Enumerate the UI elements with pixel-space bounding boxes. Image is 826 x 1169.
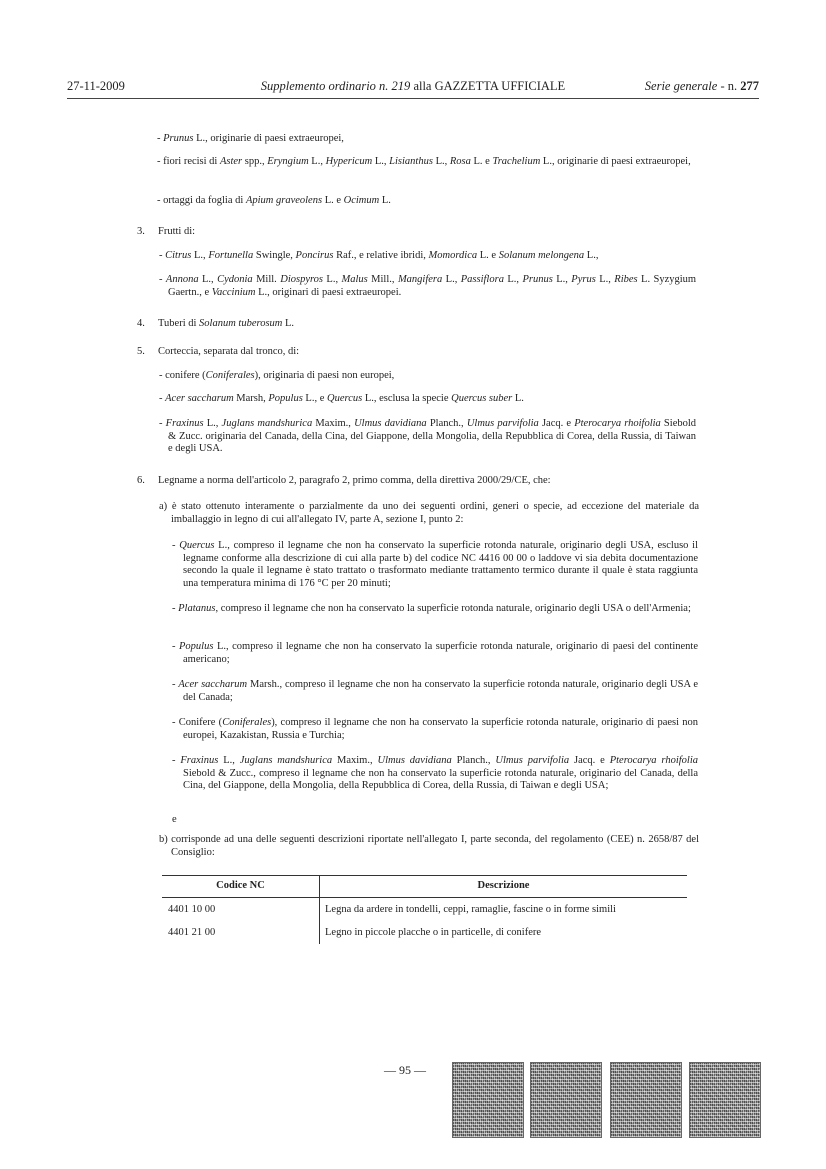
conjunction-e: e xyxy=(172,814,177,825)
header-date: 27-11-2009 xyxy=(67,79,125,93)
nc-code-table xyxy=(162,875,687,944)
page-header xyxy=(67,79,759,97)
column-header-code: Codice NC xyxy=(162,876,320,898)
list-item-populus: - Populus L., compreso il legname che non ha conservato la superficie rotonda naturale, originario di paesi del continente americano; xyxy=(172,641,698,665)
list-item-citrus: - Citrus L., Fortunella Swingle, Poncirus Raf., e relative ibridi, Momordica L. e Solanum melongena L., xyxy=(159,250,599,261)
page-number: — 95 — xyxy=(384,1063,426,1077)
subsection-a: a) è stato ottenuto interamente o parzialmente da uno dei seguenti ordini, generi o specie, ad eccezione del materiale da imballaggio in legno di cui all'allegato IV, parte A, sezione I, punto 2: xyxy=(159,501,699,525)
header-divider xyxy=(67,98,759,99)
cell-code: 4401 21 00 xyxy=(168,927,216,938)
column-header-description: Descrizione xyxy=(320,876,688,898)
list-item-fraxinus-bark: - Fraxinus L., Juglans mandshurica Maxim., Ulmus davidiana Planch., Ulmus parvifolia Jacq. e Pterocarya rhoifolia Siebold & Zucc. originaria del Canada, della Cina, del Giappone, della Mongolia, della Repubblica di Corea, della Russia, di Taiwan e degli USA. xyxy=(159,418,697,455)
subsection-b: b) corrisponde ad una delle seguenti descrizioni riportate nell'allegato I, parte seconda, del regolamento (CEE) n. 2658/87 del Consiglio: xyxy=(159,834,699,858)
table-row xyxy=(162,921,687,944)
list-item-fiori: - fiori recisi di Aster spp., Eryngium L., Hypericum L., Lisianthus L., Rosa L. e Trachelium L., originarie di paesi extraeuropei, xyxy=(157,156,691,167)
datamatrix-code-2 xyxy=(530,1062,602,1138)
list-item-fraxinus-wood: - Fraxinus L., Juglans mandshurica Maxim., Ulmus davidiana Planch., Ulmus parvifolia Jacq. e Pterocarya rhoifolia Siebold & Zucc., compreso il legname che non ha conservato la superficie rotonda naturale, originario del Canada, della Cina, del Giappone, della Mongolia, della Repubblica di Corea, della Russia, di Taiwan e degli USA; xyxy=(172,755,698,792)
datamatrix-code-4 xyxy=(689,1062,761,1138)
cell-code: 4401 10 00 xyxy=(168,904,216,915)
cell-description: Legno in piccole placche o in particelle, di conifere xyxy=(320,921,688,944)
list-item-quercus: - Quercus L., compreso il legname che non ha conservato la superficie rotonda naturale, originario degli USA, escluso il legname conforme alla descrizione di cui alla parte b) del codice NC 4416 00 00 o laddove vi sia debita documentazione secondo la quale il legname è stato trattato o trasformato mediante trattamento termico durante il quale è stata raggiunta una temperatura minima di 176 °C per 20 minuti; xyxy=(172,540,698,589)
list-item-acer-wood: - Acer saccharum Marsh., compreso il legname che non ha conservato la superficie rotonda naturale, originario degli USA e del Canada; xyxy=(172,679,698,703)
list-item-conifere-bark: - conifere (Coniferales), originaria di paesi non europei, xyxy=(159,370,395,381)
list-item-conifere-wood: - Conifere (Coniferales), compreso il legname che non ha conservato la superficie rotonda naturale, originario di paesi non europei, Kazakistan, Russia e Turchia; xyxy=(172,717,699,741)
list-item-platanus: - Platanus, compreso il legname che non ha conservato la superficie rotonda naturale, originario degli USA o dell'Armenia; xyxy=(172,603,691,614)
datamatrix-code-3 xyxy=(610,1062,682,1138)
list-item-acer-bark: - Acer saccharum Marsh, Populus L., e Quercus L., esclusa la specie Quercus suber L. xyxy=(159,393,524,404)
header-series: Serie generale - n. 277 xyxy=(644,79,759,93)
list-item-prunus: - Prunus L., originarie di paesi extraeuropei, xyxy=(157,133,344,144)
list-item-ortaggi: - ortaggi da foglia di Apium graveolens L. e Ocimum L. xyxy=(157,195,391,206)
cell-description: Legna da ardere in tondelli, ceppi, ramaglie, fascine o in forme simili xyxy=(320,898,688,922)
table-row xyxy=(162,898,687,922)
list-item-annona: - Annona L., Cydonia Mill. Diospyros L., Malus Mill., Mangifera L., Passiflora L., Prunus L., Pyrus L., Ribes L. Syzygium Gaertn., e Vaccinium L., originari di paesi extraeuropei. xyxy=(159,274,697,298)
table-header-row xyxy=(162,876,687,898)
header-publication: Supplemento ordinario n. 219 alla GAZZETTA UFFICIALE xyxy=(260,79,566,93)
datamatrix-code-1 xyxy=(452,1062,524,1138)
